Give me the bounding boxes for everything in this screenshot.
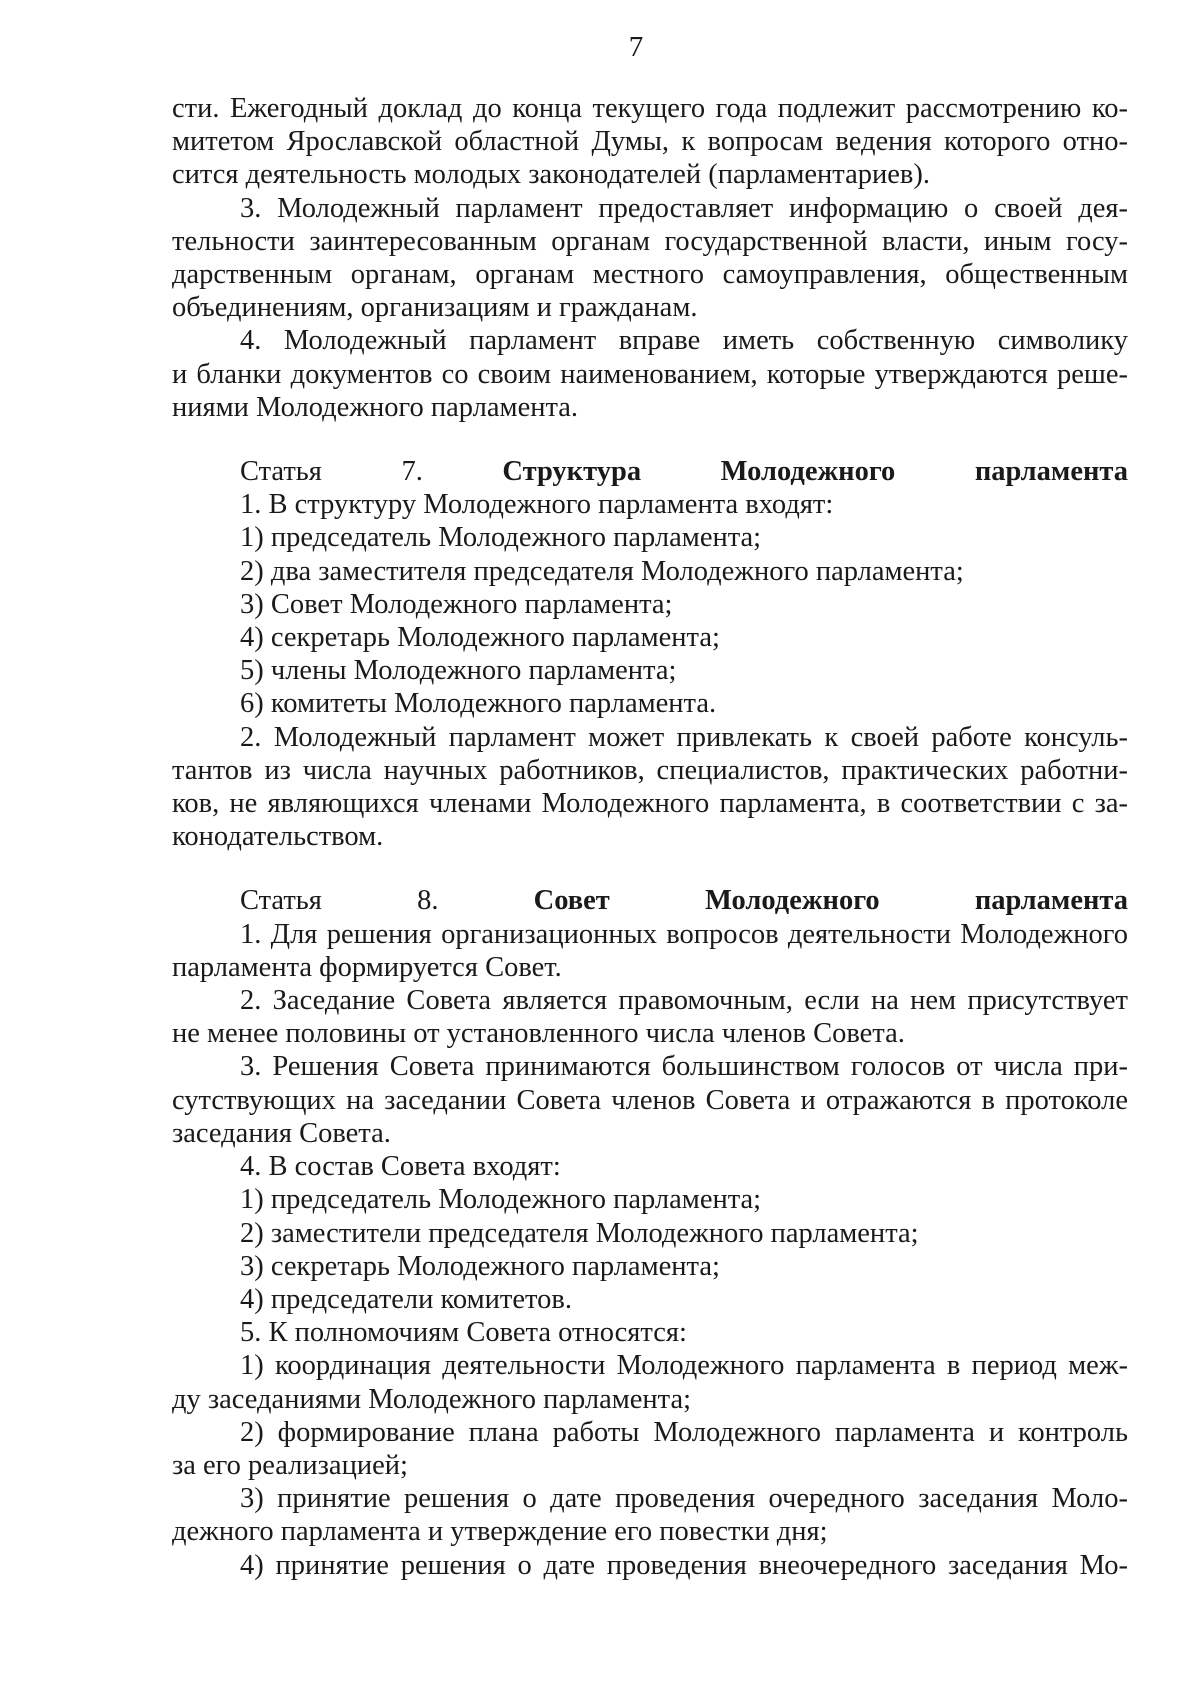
text-line: 4. В состав Совета входят: — [240, 1151, 561, 1183]
document-body — [172, 92, 1128, 1582]
article-8-heading — [172, 884, 1128, 917]
list-item: 4) председатели комитетов. — [240, 1283, 572, 1315]
text-line: за его реализацией; — [172, 1449, 408, 1481]
list-item: 3) Совет Молодежного парламента; — [240, 588, 673, 620]
article-7-title: Структура Молодежного парламента — [502, 456, 1128, 488]
text-line: 4. Молодежный парламент вправе иметь собственную символику — [240, 325, 1128, 357]
text-line: 2. Молодежный парламент может привлекать к своей работе консуль- — [240, 721, 1128, 753]
text-line: сится деятельность молодых законодателей (парламентариев). — [172, 159, 930, 191]
text-line: 1. Для решения организационных вопросов деятельности Молодежного — [240, 918, 1128, 950]
text-line: митетом Ярославской областной Думы, к вопросам ведения которого отно- — [172, 126, 1128, 158]
list-item: 6) комитеты Молодежного парламента. — [240, 688, 717, 720]
text-line: заседания Совета. — [172, 1117, 391, 1149]
text-line: сутствующих на заседании Совета членов Совета и отражаются в протоколе — [172, 1084, 1128, 1116]
list-item: 3) секретарь Молодежного парламента; — [240, 1250, 720, 1282]
list-item: 1) председатель Молодежного парламента; — [240, 522, 762, 554]
text-line: 3. Молодежный парламент предоставляет информацию о своей дея- — [240, 192, 1128, 224]
article-8-title: Совет Молодежного парламента — [533, 885, 1128, 917]
list-item: 3) принятие решения о дате проведения очередного заседания Моло- — [240, 1483, 1128, 1515]
text-line: ду заседаниями Молодежного парламента; — [172, 1383, 692, 1415]
text-line: конодательством. — [172, 821, 384, 853]
text-line: не менее половины от установленного числа членов Совета. — [172, 1018, 905, 1050]
list-item: 2) формирование плана работы Молодежного парламента и контроль — [240, 1416, 1128, 1448]
list-item: 5) члены Молодежного парламента; — [240, 655, 677, 687]
list-item: 2) заместители председателя Молодежного парламента; — [240, 1217, 919, 1249]
list-item: 4) принятие решения о дате проведения внеочередного заседания Мо- — [240, 1549, 1128, 1581]
list-item: 1) председатель Молодежного парламента; — [240, 1184, 762, 1216]
text-line: 2. Заседание Совета является правомочным, если на нем присутствует — [240, 985, 1128, 1017]
page-number: 7 — [628, 31, 644, 63]
text-line: ков, не являющихся членами Молодежного парламента, в соответствии с за- — [172, 788, 1128, 820]
text-line: тантов из числа научных работников, специалистов, практических работни- — [172, 754, 1128, 786]
article-8-prefix: Статья 8. — [240, 885, 534, 917]
text-line: 3. Решения Совета принимаются большинством голосов от числа при- — [240, 1051, 1128, 1083]
text-line: сти. Ежегодный доклад до конца текущего года подлежит рассмотрению ко- — [172, 93, 1128, 124]
text-line: ниями Молодежного парламента. — [172, 391, 579, 423]
text-line: дарственным органам, органам местного самоуправления, общественным — [172, 259, 1128, 291]
article-7-prefix: Статья 7. — [240, 456, 503, 488]
text-line: 1. В структуру Молодежного парламента входят: — [240, 489, 834, 521]
text-line: и бланки документов со своим наименованием, которые утверждаются реше- — [172, 358, 1128, 390]
text-line: парламента формируется Совет. — [172, 951, 562, 983]
list-item: 1) координация деятельности Молодежного парламента в период меж- — [240, 1350, 1128, 1382]
text-line: дежного парламента и утверждение его повестки дня; — [172, 1516, 828, 1548]
list-item: 4) секретарь Молодежного парламента; — [240, 622, 720, 654]
text-line: объединениям, организациям и гражданам. — [172, 292, 698, 324]
text-line: тельности заинтересованным органам государственной власти, иным госу- — [172, 225, 1128, 257]
list-item: 2) два заместителя председателя Молодежного парламента; — [240, 555, 964, 587]
text-line: 5. К полномочиям Совета относятся: — [240, 1317, 687, 1349]
article-7-heading — [172, 455, 1128, 488]
